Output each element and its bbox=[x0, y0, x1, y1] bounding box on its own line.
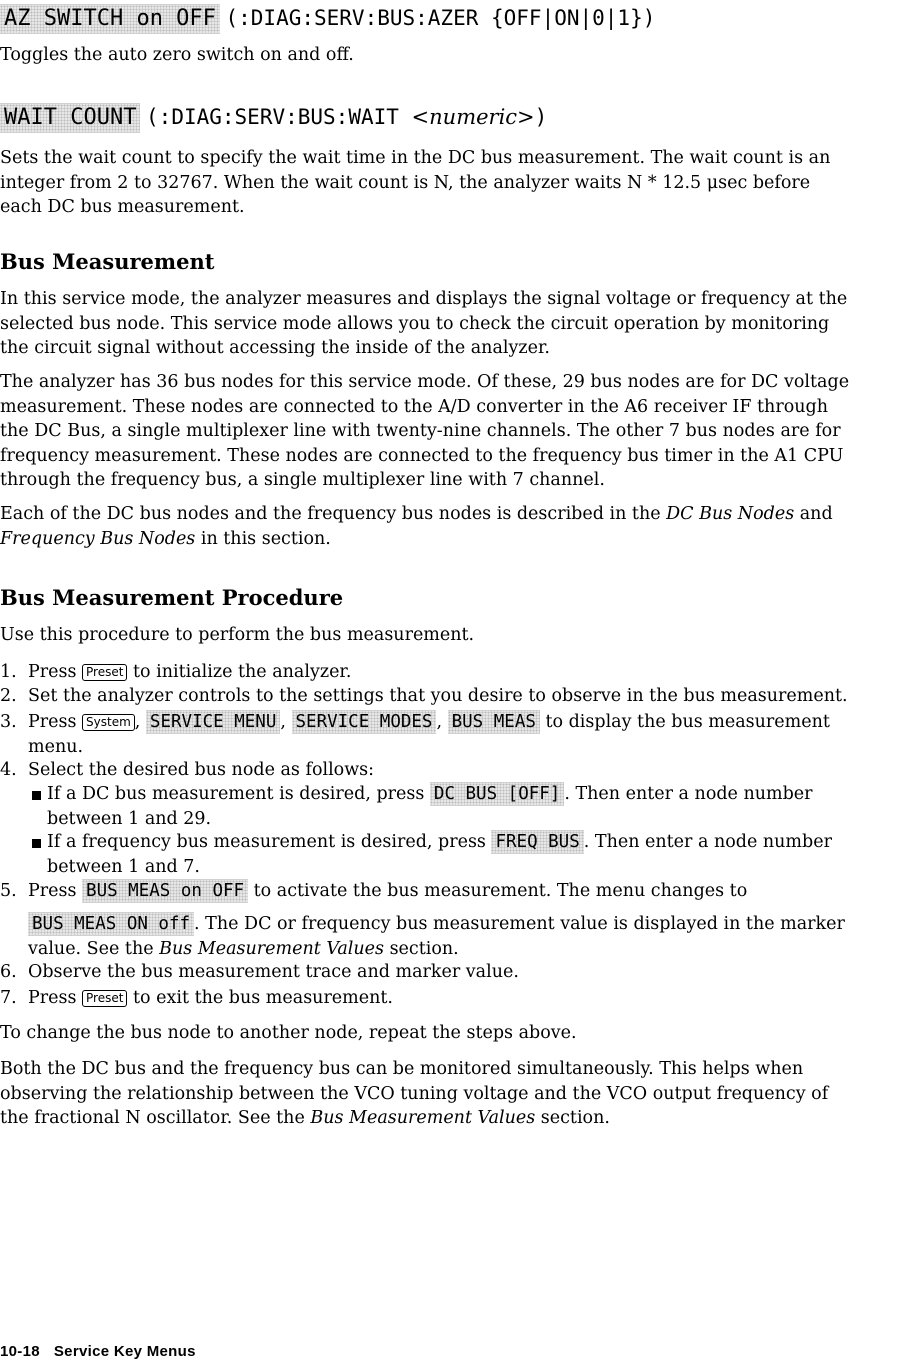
az-switch-heading bbox=[0, 4, 655, 34]
wait-count-softkey[interactable]: WAIT COUNT bbox=[0, 103, 140, 133]
bus-measurement-heading: Bus Measurement bbox=[0, 249, 215, 274]
step-4-bullet-dc: If a DC bus measurement is desired, press DC BUS [OFF] . Then enter a node number between 1 and 29. bbox=[47, 784, 813, 829]
az-switch-description: Toggles the auto zero switch on and off. bbox=[0, 45, 354, 65]
preset-hardkey[interactable]: Preset bbox=[82, 990, 127, 1007]
footer-title: Service Key Menus bbox=[53, 1343, 196, 1360]
bus-measurement-values-reference: Bus Measurement Values bbox=[310, 1108, 536, 1128]
dc-bus-softkey[interactable]: DC BUS [OFF] bbox=[430, 782, 564, 806]
step-6: 6. Observe the bus measurement trace and marker value. bbox=[0, 962, 519, 982]
step-1: 1. Press Preset to initialize the analyzer. bbox=[0, 662, 352, 682]
bus-measurement-paragraph-3: Each of the DC bus nodes and the frequency bus nodes is described in the DC Bus Nodes and Frequency Bus Nodes in this section. bbox=[0, 504, 833, 549]
bullet-icon bbox=[32, 839, 41, 848]
service-modes-softkey[interactable]: SERVICE MODES bbox=[292, 710, 437, 734]
az-switch-command: (:DIAG:SERV:BUS:AZER {OFF|ON|0|1}) bbox=[225, 6, 656, 30]
bullet-icon bbox=[32, 791, 41, 800]
system-hardkey[interactable]: System bbox=[82, 714, 135, 731]
page-footer bbox=[0, 1343, 196, 1360]
step-5-continued: BUS MEAS ON off . The DC or frequency bus measurement value is displayed in the marker value. See the Bus Measurement Values section. bbox=[28, 914, 845, 959]
step-2: 2. Set the analyzer controls to the settings that you desire to observe in the bus measurement. bbox=[0, 686, 848, 706]
freq-bus-softkey[interactable]: FREQ BUS bbox=[491, 830, 583, 854]
page-number: 10-18 bbox=[0, 1343, 40, 1360]
bus-meas-softkey[interactable]: BUS MEAS bbox=[448, 710, 540, 734]
change-node-paragraph: To change the bus node to another node, repeat the steps above. bbox=[0, 1023, 577, 1043]
dc-bus-nodes-reference: DC Bus Nodes bbox=[666, 504, 795, 524]
step-4: 4. Select the desired bus node as follows: bbox=[0, 760, 375, 780]
bus-measurement-paragraph-1: In this service mode, the analyzer measures and displays the signal voltage or frequency at the selected bus node. This service mode allows you to check the circuit operation by monitoring the circuit signal without accessing the inside of the analyzer. bbox=[0, 289, 848, 358]
frequency-bus-nodes-reference: Frequency Bus Nodes bbox=[0, 528, 196, 549]
az-switch-softkey[interactable]: AZ SWITCH on OFF bbox=[0, 4, 220, 34]
wait-count-description: Sets the wait count to specify the wait time in the DC bus measurement. The wait count is an integer from 2 to 32767. When the wait count is N, the analyzer waits N * 12.5 μsec before each DC bus measurement. bbox=[0, 148, 831, 217]
step-4-bullet-freq: If a frequency bus measurement is desired, press FREQ BUS . Then enter a node number between 1 and 7. bbox=[47, 832, 832, 877]
bus-meas-on-off-softkey[interactable]: BUS MEAS on OFF bbox=[82, 879, 248, 903]
procedure-heading: Bus Measurement Procedure bbox=[0, 585, 344, 610]
step-7: 7. Press Preset to exit the bus measurement. bbox=[0, 988, 393, 1008]
wait-count-command: (:DIAG:SERV:BUS:WAIT <numeric>) bbox=[146, 105, 548, 129]
preset-hardkey[interactable]: Preset bbox=[82, 664, 127, 681]
bus-meas-on-softkey[interactable]: BUS MEAS ON off bbox=[28, 912, 194, 936]
simultaneous-paragraph: Both the DC bus and the frequency bus can be monitored simultaneously. This helps when observing the relationship between the VCO tuning voltage and the VCO output frequency of the fractional N oscillator. See the Bus Measurement Values section. bbox=[0, 1059, 829, 1128]
bus-measurement-values-reference: Bus Measurement Values bbox=[159, 938, 384, 959]
service-menu-softkey[interactable]: SERVICE MENU bbox=[146, 710, 280, 734]
wait-count-heading bbox=[0, 103, 547, 133]
bus-measurement-paragraph-2: The analyzer has 36 bus nodes for this service mode. Of these, 29 bus nodes are for DC voltage measurement. These nodes are connected to the A/D converter in the A6 receiver IF through the DC Bus, a single multiplexer line with twenty-nine channels. The other 7 bus nodes are for frequency measurement. These nodes are connected to the frequency bus timer in the A1 CPU through the frequency bus, a single multiplexer line with 7 channel. bbox=[0, 372, 850, 490]
step-5: 5. Press BUS MEAS on OFF to activate the bus measurement. The menu changes to bbox=[0, 881, 748, 901]
procedure-intro: Use this procedure to perform the bus measurement. bbox=[0, 625, 475, 645]
step-3: 3. Press System , SERVICE MENU , SERVICE MODES , BUS MEAS to display the bus measurement menu. bbox=[0, 712, 830, 757]
